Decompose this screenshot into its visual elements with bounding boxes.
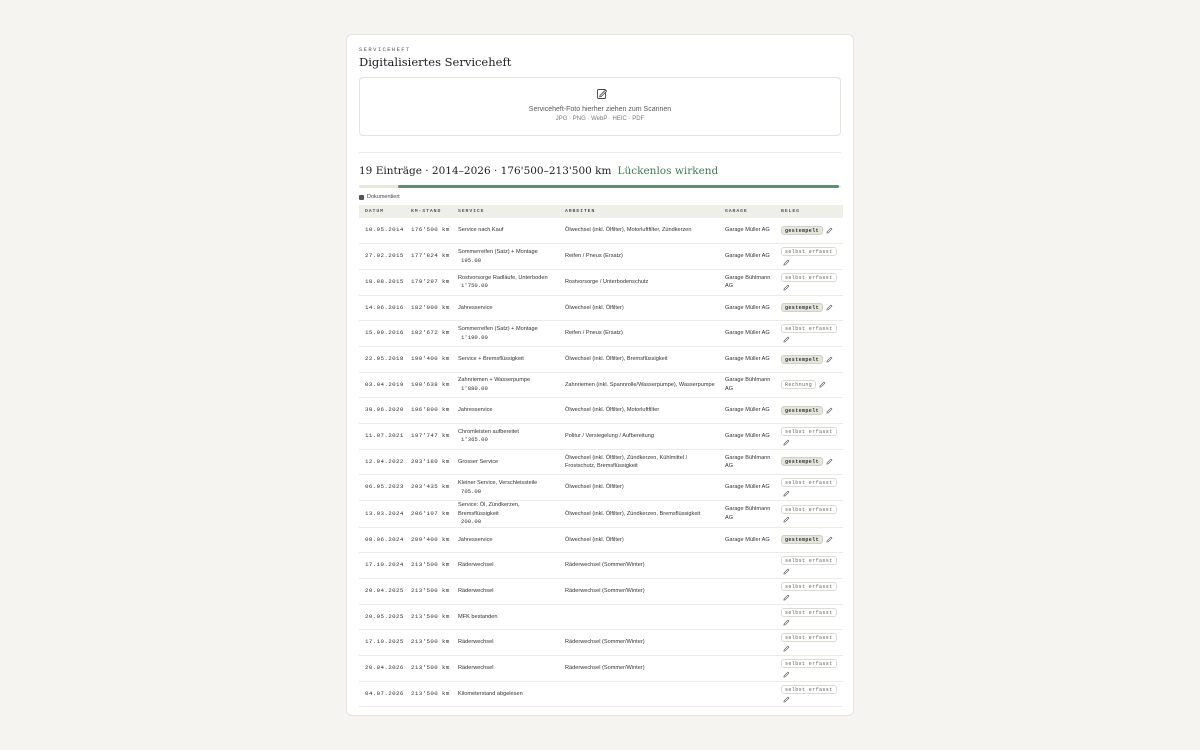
cell-beleg <box>775 501 843 528</box>
receipt-badge[interactable]: selbst erfasst <box>781 556 837 565</box>
cell-beleg <box>775 681 843 707</box>
table-body <box>359 218 843 707</box>
edit-icon[interactable] <box>826 304 833 311</box>
coverage-bar <box>359 185 841 188</box>
table-row[interactable] <box>359 501 843 528</box>
table-row[interactable] <box>359 449 843 475</box>
cell-garage: Garage Müller AG <box>725 330 770 337</box>
edit-icon[interactable] <box>783 645 790 652</box>
edit-icon[interactable] <box>783 439 790 446</box>
col-header-beleg[interactable]: BELEG <box>781 209 800 214</box>
receipt-badge[interactable]: selbst erfasst <box>781 685 837 694</box>
cell-arbeiten: Ölwechsel (inkl. Ölfilter), Zündkerzen, Bremsflüssigkeit <box>565 510 701 517</box>
cell-service <box>452 398 559 424</box>
service-name: Räderwechsel <box>458 562 494 569</box>
edit-icon[interactable] <box>783 284 790 291</box>
col-header-datum[interactable]: DATUM <box>365 209 384 214</box>
receipt-badge[interactable]: selbst erfasst <box>781 582 837 591</box>
cell-arbeiten: Ölwechsel (inkl. Ölfilter), Motorluftfilter, Zündkerzen <box>565 227 692 234</box>
cell-datum: 03.04.2019 <box>365 380 404 388</box>
cell-beleg <box>775 346 843 372</box>
cell-service <box>452 321 559 347</box>
dropzone-formats: JPG · PNG · WebP · HEIC · PDF <box>555 116 645 122</box>
cell-arbeiten: Reifen / Pneus (Ersatz) <box>565 253 623 260</box>
col-header-km[interactable]: KM-STAND <box>411 209 442 214</box>
page-title: Digitalisiertes Serviceheft <box>359 55 512 69</box>
edit-icon[interactable] <box>826 407 833 414</box>
service-name: Räderwechsel <box>458 588 494 595</box>
cell-datum: 14.06.2016 <box>365 303 404 311</box>
cell-km: 197'747 km <box>411 432 450 440</box>
cell-datum: 20.04.2025 <box>365 587 404 595</box>
service-name: Kleiner Service, Verschleissteile <box>458 480 538 487</box>
cell-garage: Garage Müller AG <box>725 536 770 543</box>
service-name: Sommerreifen (Satz) + Montage <box>458 326 538 333</box>
cell-datum: 12.04.2022 <box>365 457 404 465</box>
service-name: Grosser Service <box>458 458 499 465</box>
cell-beleg <box>775 578 843 604</box>
service-cost: 1'880.00 <box>461 384 488 392</box>
cell-datum: 15.09.2016 <box>365 329 404 337</box>
service-name: Service nach Kauf <box>458 227 504 234</box>
cell-garage: Garage Bühlmann AG <box>725 454 771 470</box>
table-row[interactable] <box>359 553 843 579</box>
edit-icon[interactable] <box>826 356 833 363</box>
table-row[interactable] <box>359 656 843 682</box>
receipt-badge[interactable]: gestempelt <box>781 355 823 364</box>
cell-km: 182'672 km <box>411 329 450 337</box>
cell-arbeiten: Räderwechsel (Sommer/Winter) <box>565 562 645 569</box>
col-header-garage[interactable]: GARAGE <box>725 209 748 214</box>
receipt-badge[interactable]: selbst erfasst <box>781 273 837 282</box>
receipt-badge[interactable]: selbst erfasst <box>781 247 837 256</box>
cell-garage <box>719 578 775 604</box>
receipt-badge[interactable]: selbst erfasst <box>781 478 837 487</box>
table-header-row <box>359 205 843 218</box>
cell-km: 213'500 km <box>411 664 450 672</box>
table-row[interactable] <box>359 475 843 501</box>
table-row[interactable] <box>359 630 843 656</box>
divider <box>359 152 841 153</box>
table-row[interactable] <box>359 527 843 553</box>
service-name: Kilometerstand abgelesen <box>458 690 523 697</box>
cell-service <box>452 346 559 372</box>
dropzone-text: Serviceheft-Foto hierher ziehen zum Scannen <box>528 106 672 113</box>
cell-beleg <box>775 475 843 501</box>
cell-service <box>452 218 559 244</box>
cell-datum: 11.07.2021 <box>365 432 404 440</box>
cell-datum: 17.10.2024 <box>365 561 404 569</box>
cell-service <box>452 578 559 604</box>
edit-icon[interactable] <box>819 381 826 388</box>
scan-icon <box>596 88 608 100</box>
service-table <box>359 205 843 707</box>
receipt-badge[interactable]: gestempelt <box>781 303 823 312</box>
cell-service <box>452 295 559 321</box>
cell-beleg <box>775 269 843 295</box>
cell-service <box>452 424 559 450</box>
cell-service <box>452 372 559 398</box>
cell-garage: Garage Bühlmann AG <box>725 274 771 290</box>
cell-km: 177'824 km <box>411 252 450 260</box>
cell-service <box>452 269 559 295</box>
service-name: Rostvorsorge Radläufe, Unterboden <box>458 274 548 281</box>
service-name: Chromleisten aufbereitet <box>458 428 519 435</box>
cell-beleg <box>775 449 843 475</box>
edit-icon[interactable] <box>826 536 833 543</box>
edit-icon[interactable] <box>783 516 790 523</box>
edit-icon[interactable] <box>783 696 790 703</box>
cell-service <box>452 527 559 553</box>
receipt-badge[interactable]: selbst erfasst <box>781 324 837 333</box>
cell-km: 182'000 km <box>411 303 450 311</box>
cell-beleg <box>775 604 843 630</box>
cell-datum: 27.02.2015 <box>365 252 404 260</box>
service-name: MFK bestanden <box>458 613 498 620</box>
cell-service <box>452 656 559 682</box>
cell-km: 196'800 km <box>411 406 450 414</box>
cell-garage <box>719 681 775 707</box>
upload-dropzone[interactable] <box>359 77 841 136</box>
cell-service <box>452 681 559 707</box>
cell-garage: Garage Bühlmann AG <box>725 506 771 521</box>
legend-label: Dokumentiert <box>367 194 400 200</box>
cell-datum: 20.05.2025 <box>365 612 404 620</box>
cell-arbeiten: Räderwechsel (Sommer/Winter) <box>565 588 645 595</box>
service-cost: 705.00 <box>461 487 482 495</box>
cell-beleg <box>775 656 843 682</box>
cell-garage: Garage Müller AG <box>725 227 770 234</box>
service-name: Service + Bremsflüssigkeit <box>458 356 524 363</box>
cell-datum: 30.06.2020 <box>365 406 404 414</box>
summary-status: Lückenlos wirkend <box>617 165 719 177</box>
cell-datum: 17.10.2025 <box>365 638 404 646</box>
service-cost: 195.00 <box>461 256 482 264</box>
cell-arbeiten: Reifen / Pneus (Ersatz) <box>565 330 623 337</box>
cell-km: 176'500 km <box>411 226 450 234</box>
cell-garage <box>719 630 775 656</box>
table-row[interactable] <box>359 578 843 604</box>
col-header-arbeiten[interactable]: ARBEITEN <box>565 209 596 214</box>
cell-datum: 22.05.2018 <box>365 355 404 363</box>
edit-icon[interactable] <box>783 594 790 601</box>
cell-km: 190'400 km <box>411 355 450 363</box>
cell-arbeiten <box>559 604 719 630</box>
service-cost: 1'190.00 <box>461 333 488 341</box>
cell-datum: 13.03.2024 <box>365 509 404 517</box>
coverage-legend <box>359 193 841 202</box>
cell-garage: Garage Müller AG <box>725 484 770 491</box>
cell-arbeiten: Räderwechsel (Sommer/Winter) <box>565 639 645 646</box>
receipt-badge[interactable]: gestempelt <box>781 535 823 544</box>
receipt-badge[interactable]: selbst erfasst <box>781 633 837 642</box>
edit-icon[interactable] <box>783 619 790 626</box>
receipt-badge[interactable]: selbst erfasst <box>781 427 837 436</box>
cell-service <box>452 244 559 270</box>
table-row[interactable] <box>359 244 843 270</box>
cell-arbeiten: Politur / Versiegelung / Aufbereitung <box>565 433 654 440</box>
cell-garage: Garage Müller AG <box>725 304 770 311</box>
cell-km: 213'500 km <box>411 561 450 569</box>
cell-beleg <box>775 630 843 656</box>
cell-garage: Garage Müller AG <box>725 407 770 414</box>
service-name: Sommerreifen (Satz) + Montage <box>458 249 538 256</box>
receipt-badge[interactable]: gestempelt <box>781 457 823 466</box>
service-name: Service: Öl, Zündkerzen, Bremsflüssigkeit <box>458 502 520 517</box>
cell-km: 203'180 km <box>411 457 450 465</box>
receipt-badge[interactable]: gestempelt <box>781 226 823 235</box>
cell-arbeiten: Ölwechsel (inkl. Ölfilter) <box>565 536 624 543</box>
service-name: Räderwechsel <box>458 639 494 646</box>
cell-service <box>452 501 559 528</box>
cell-datum: 06.05.2023 <box>365 483 404 491</box>
cell-beleg <box>775 295 843 321</box>
service-cost: 1'750.00 <box>461 282 488 290</box>
cell-km: 213'500 km <box>411 638 450 646</box>
receipt-badge[interactable]: selbst erfasst <box>781 608 837 617</box>
cell-service <box>452 630 559 656</box>
cell-datum: 18.08.2015 <box>365 277 404 285</box>
legend-swatch <box>359 195 364 200</box>
receipt-badge[interactable]: Rechnung <box>781 380 816 389</box>
cell-beleg <box>775 553 843 579</box>
cell-km: 203'435 km <box>411 483 450 491</box>
cell-service <box>452 553 559 579</box>
cell-arbeiten <box>559 681 719 707</box>
cell-km: 213'500 km <box>411 689 450 697</box>
service-name: Jahresservice <box>458 304 493 311</box>
service-name: Jahresservice <box>458 536 493 543</box>
service-cost: 200.00 <box>461 518 482 526</box>
cell-beleg <box>775 244 843 270</box>
service-book-card <box>346 34 854 716</box>
cell-arbeiten: Ölwechsel (inkl. Ölfilter), Motorluftfilter <box>565 407 660 414</box>
cell-beleg <box>775 398 843 424</box>
table-row[interactable] <box>359 372 843 398</box>
section-eyebrow: SERVICEHEFT <box>359 46 411 53</box>
edit-icon[interactable] <box>783 671 790 678</box>
table-row[interactable] <box>359 398 843 424</box>
cell-service <box>452 475 559 501</box>
cell-km: 206'107 km <box>411 509 450 517</box>
cell-km: 179'297 km <box>411 277 450 285</box>
summary-line <box>359 162 841 178</box>
cell-arbeiten: Ölwechsel (inkl. Ölfilter) <box>565 304 624 311</box>
receipt-badge[interactable]: selbst erfasst <box>781 659 837 668</box>
cell-garage: Garage Müller AG <box>725 433 770 440</box>
cell-beleg <box>775 424 843 450</box>
cell-garage <box>719 553 775 579</box>
table-row[interactable] <box>359 346 843 372</box>
cell-arbeiten: Ölwechsel (inkl. Ölfilter), Zündkerzen, Kühlmittel / Frostschutz, Bremsflüssigkeit <box>565 454 688 470</box>
receipt-badge[interactable]: gestempelt <box>781 406 823 415</box>
cell-beleg <box>775 372 843 398</box>
service-cost: 1'365.00 <box>461 436 488 444</box>
cell-km: 209'400 km <box>411 535 450 543</box>
cell-datum: 20.04.2026 <box>365 664 404 672</box>
cell-beleg <box>775 321 843 347</box>
table-row[interactable] <box>359 269 843 295</box>
service-name: Räderwechsel <box>458 665 494 672</box>
cell-service <box>452 449 559 475</box>
service-name: Zahnriemen + Wasserpumpe <box>458 377 531 384</box>
cell-arbeiten: Ölwechsel (inkl. Ölfilter), Bremsflüssigkeit <box>565 356 668 363</box>
table-row[interactable] <box>359 681 843 707</box>
cell-garage <box>719 656 775 682</box>
edit-icon[interactable] <box>826 458 833 465</box>
table-row[interactable] <box>359 604 843 630</box>
table-row[interactable] <box>359 424 843 450</box>
cell-arbeiten: Zahnriemen (inkl. Spannrolle/Wasserpumpe), Wasserpumpe <box>565 381 715 388</box>
cell-garage <box>719 604 775 630</box>
edit-icon[interactable] <box>783 568 790 575</box>
cell-datum: 04.07.2026 <box>365 689 404 697</box>
cell-arbeiten: Ölwechsel (inkl. Ölfilter) <box>565 484 624 491</box>
col-header-service[interactable]: SERVICE <box>458 209 485 214</box>
edit-icon[interactable] <box>783 336 790 343</box>
table-row[interactable] <box>359 295 843 321</box>
service-name: Jahresservice <box>458 407 493 414</box>
cell-garage: Garage Müller AG <box>725 356 770 363</box>
cell-km: 213'500 km <box>411 587 450 595</box>
table-row[interactable] <box>359 218 843 244</box>
edit-icon[interactable] <box>783 490 790 497</box>
receipt-badge[interactable]: selbst erfasst <box>781 505 837 514</box>
summary-stats: 19 Einträge · 2014–2026 · 176'500–213'500 km <box>359 165 612 177</box>
cell-km: 213'500 km <box>411 612 450 620</box>
cell-km: 190'638 km <box>411 380 450 388</box>
cell-arbeiten: Rostvorsorge / Unterbodenschutz <box>565 278 649 285</box>
cell-garage: Garage Müller AG <box>725 253 770 260</box>
cell-service <box>452 604 559 630</box>
cell-datum: 08.06.2024 <box>365 535 404 543</box>
edit-icon[interactable] <box>826 227 833 234</box>
coverage-bar-fill <box>398 185 840 188</box>
cell-arbeiten: Räderwechsel (Sommer/Winter) <box>565 665 645 672</box>
table-row[interactable] <box>359 321 843 347</box>
edit-icon[interactable] <box>783 259 790 266</box>
cell-beleg <box>775 527 843 553</box>
cell-beleg <box>775 218 843 244</box>
cell-garage: Garage Bühlmann AG <box>725 377 771 392</box>
cell-datum: 10.05.2014 <box>365 226 404 234</box>
